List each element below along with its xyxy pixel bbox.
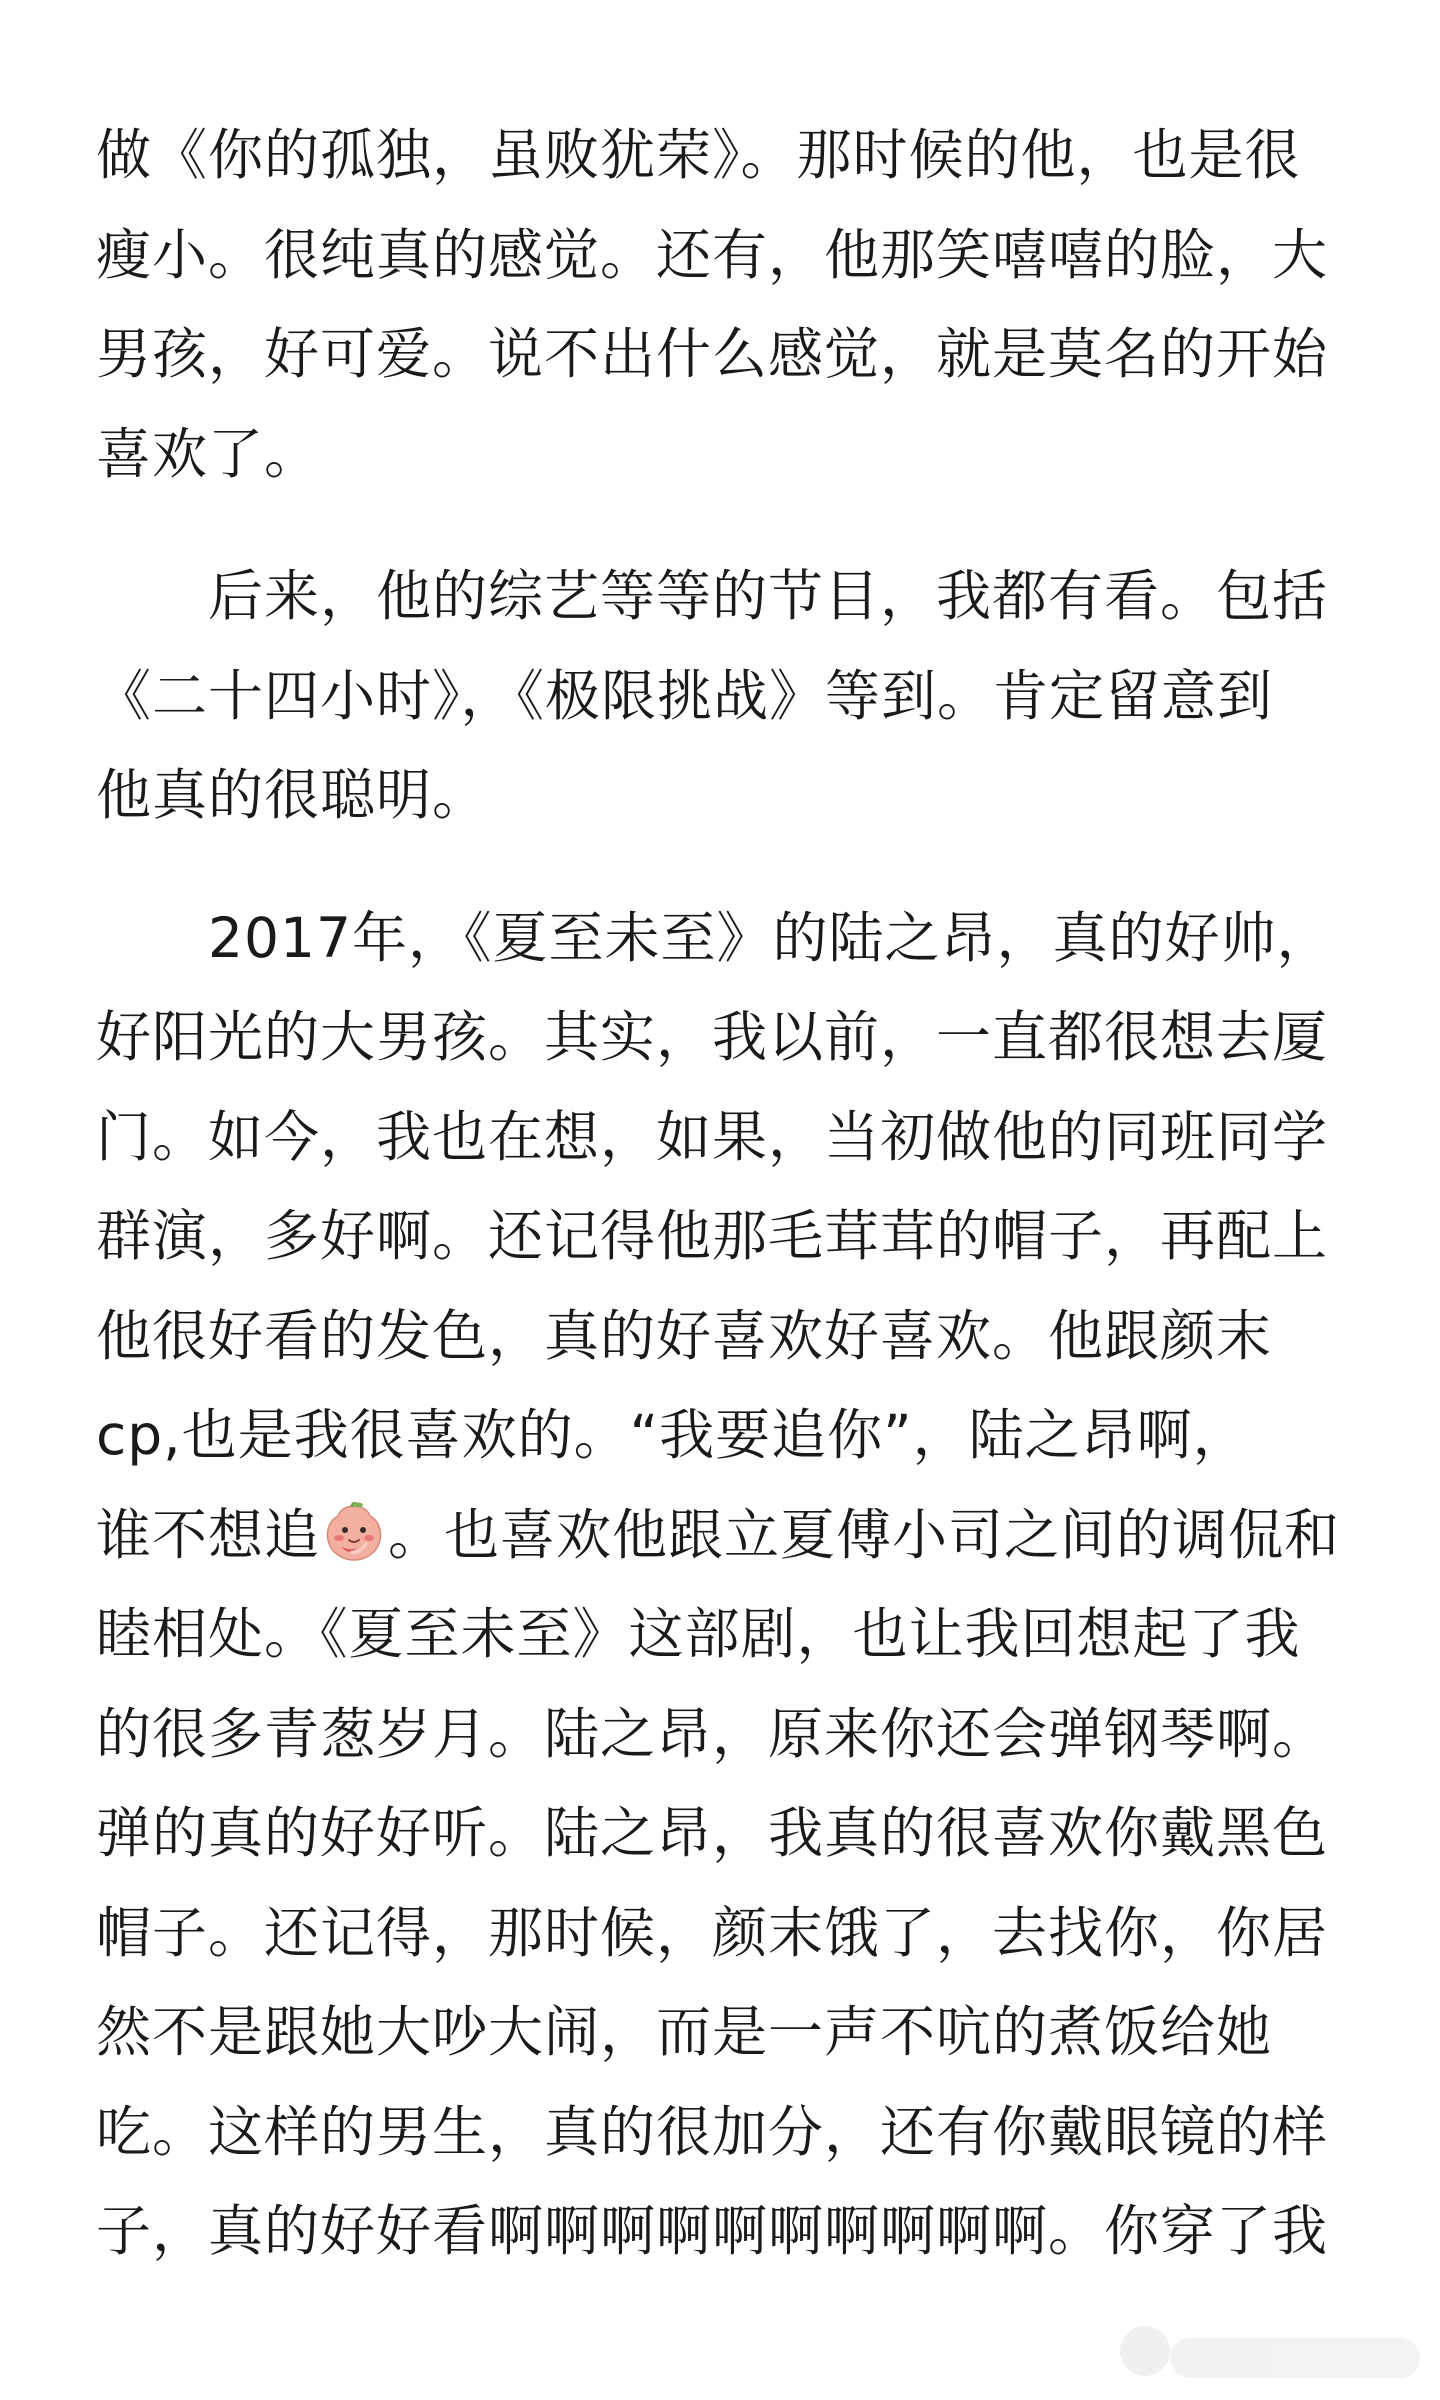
watermark xyxy=(1090,2324,1420,2378)
paragraph-gap xyxy=(96,504,1346,547)
text-segment: 谁不想追 xyxy=(96,1502,321,1567)
paragraph-2 xyxy=(96,547,1346,846)
text-line: cp,也是我很喜欢的。“我要追你”，陆之昂啊， xyxy=(96,1403,1249,1467)
text-line: 他真的很聪明。 xyxy=(96,763,489,827)
text-line: 门。如今，我也在想，如果，当初做他的同班同学 xyxy=(96,1104,1329,1169)
text-line: 好阳光的大男孩。其实，我以前，一直都很想去厦 xyxy=(96,1005,1329,1069)
paragraph-1 xyxy=(96,106,1346,504)
text-line: 后来，他的综艺等等的节目，我都有看。包括 xyxy=(208,564,1329,628)
article-body xyxy=(96,106,1346,2282)
text-line: 他很好看的发色，真的好喜欢好喜欢。他跟颜末 xyxy=(96,1303,1273,1368)
paragraph-gap xyxy=(96,846,1346,889)
watermark-badge xyxy=(1170,2338,1420,2378)
watermark-logo-icon xyxy=(1120,2326,1170,2376)
text-line: 帽子。还记得，那时候，颜末饿了，去找你，你居 xyxy=(96,1900,1329,1965)
text-line: 喜欢了。 xyxy=(96,421,321,486)
text-line: 男孩，好可爱。说不出什么感觉，就是莫名的开始 xyxy=(96,322,1329,386)
text-line: 的很多青葱岁月。陆之昂，原来你还会弹钢琴啊。 xyxy=(96,1701,1329,1766)
text-line: 子，真的好好看啊啊啊啊啊啊啊啊啊啊。你穿了我 xyxy=(96,2199,1329,2263)
text-line: 然不是跟她大吵大闹，而是一声不吭的煮饭给她 xyxy=(96,2000,1273,2064)
text-line: 2017年，《夏至未至》的陆之昂，真的好帅， xyxy=(208,905,1333,970)
text-line: 睦相处。《夏至未至》这部剧，也让我回想起了我 xyxy=(96,1602,1301,1666)
text-line: 群演，多好啊。还记得他那毛茸茸的帽子，再配上 xyxy=(96,1204,1329,1268)
text-line: 《二十四小时》，《极限挑战》等到。肯定留意到 xyxy=(96,663,1274,728)
text-line: 弹的真的好好听。陆之昂，我真的很喜欢你戴黑色 xyxy=(96,1801,1329,1865)
text-line-with-emoji xyxy=(96,1486,1346,1586)
text-line: 做《你的孤独，虽败犹荣》。那时候的他，也是很 xyxy=(96,123,1301,187)
paragraph-3 xyxy=(96,889,1346,2282)
text-segment: 。也喜欢他跟立夏傅小司之间的调侃和 xyxy=(388,1502,1341,1567)
text-line: 瘦小。很纯真的感觉。还有，他那笑嘻嘻的脸，大 xyxy=(96,222,1329,287)
peach-bashful-emoji-icon xyxy=(322,1496,386,1560)
text-line: 吃。这样的男生，真的很加分，还有你戴眼镜的样 xyxy=(96,2099,1329,2164)
